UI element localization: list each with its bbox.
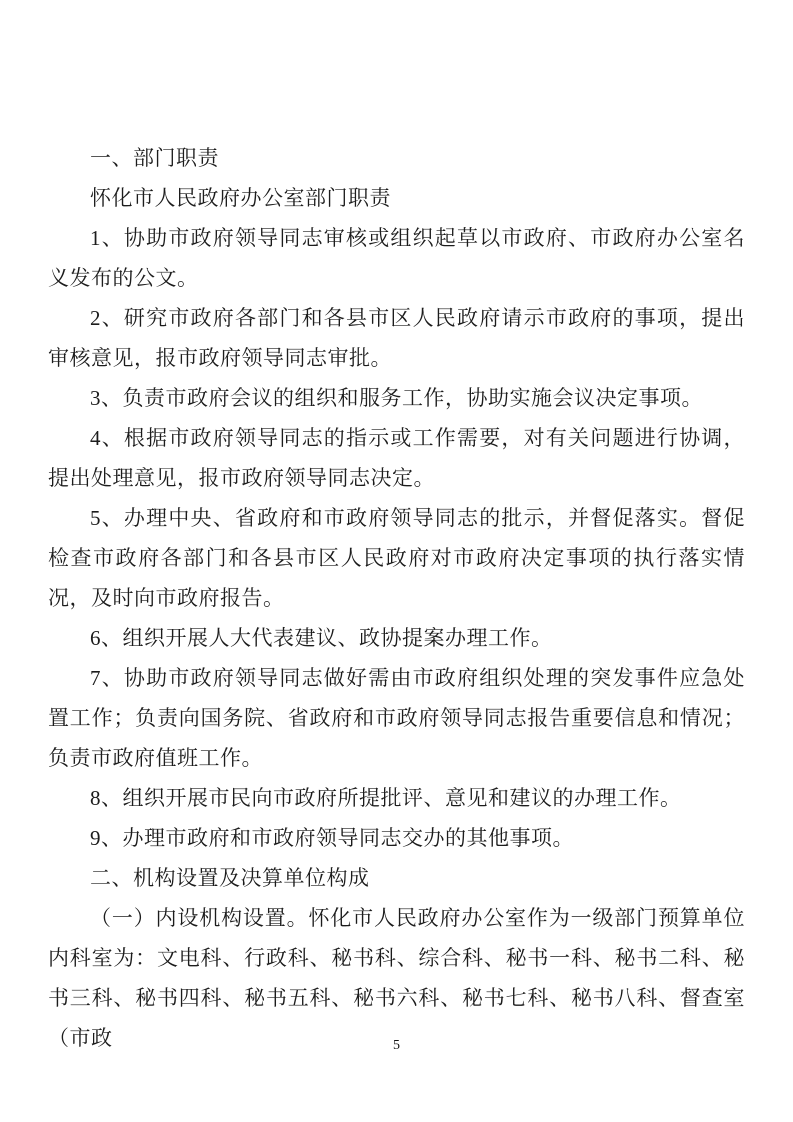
section-2-heading: 二、机构设置及决算单位构成 xyxy=(90,866,370,890)
section-1-heading: 一、部门职责 xyxy=(90,146,219,170)
duty-item-4: 4、根据市政府领导同志的指示或工作需要，对有关问题进行协调，提出处理意见，报市政府领导同志决定。 xyxy=(48,426,745,490)
duty-item-9: 9、办理市政府和市政府领导同志交办的其他事项。 xyxy=(90,826,574,850)
duty-item-7: 7、协助市政府领导同志做好需由市政府组织处理的突发事件应急处置工作；负责向国务院、省政府和市政府领导同志报告重要信息和情况；负责市政府值班工作。 xyxy=(48,666,745,770)
page-number: 5 xyxy=(393,1038,400,1053)
duty-item-5: 5、办理中央、省政府和市政府领导同志的批示，并督促落实。督促检查市政府各部门和各县市区人民政府对市政府决定事项的执行落实情况，及时向市政府报告。 xyxy=(48,506,745,610)
duty-item-3: 3、负责市政府会议的组织和服务工作，协助实施会议决定事项。 xyxy=(90,386,703,410)
duty-item-2: 2、研究市政府各部门和各县市区人民政府请示市政府的事项，提出审核意见，报市政府领导同志审批。 xyxy=(48,306,745,370)
duty-item-1: 1、协助市政府领导同志审核或组织起草以市政府、市政府办公室名义发布的公文。 xyxy=(48,226,745,290)
section-1-subheading: 怀化市人民政府办公室部门职责 xyxy=(90,186,391,210)
org-setup-paragraph: （一）内设机构设置。怀化市人民政府办公室作为一级部门预算单位内科室为：文电科、行政科、秘书科、综合科、秘书一科、秘书二科、秘书三科、秘书四科、秘书五科、秘书六科、秘书七科、秘书八科、督查室（市政 xyxy=(48,906,745,1050)
duty-item-8: 8、组织开展市民向市政府所提批评、意见和建议的办理工作。 xyxy=(90,786,682,810)
duty-item-6: 6、组织开展人大代表建议、政协提案办理工作。 xyxy=(90,626,553,650)
